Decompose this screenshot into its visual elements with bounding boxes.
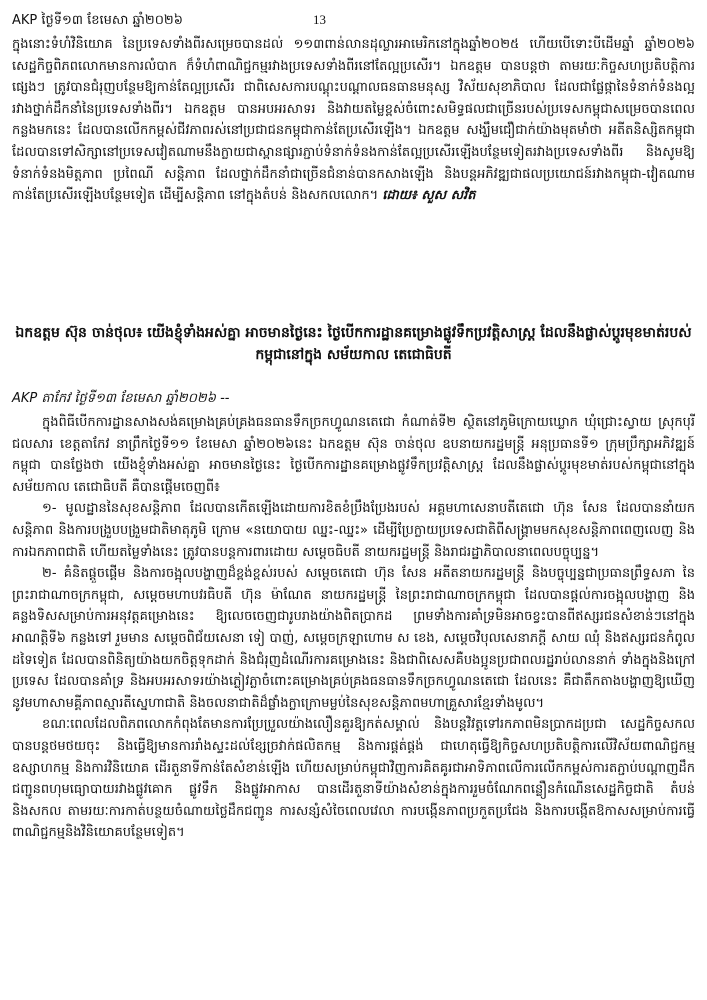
author-byline: ដោយ៖ សួស សវិត (382, 188, 476, 204)
article-dateline: AKP តាកែវ ថ្ងៃទី១៣ ខែមេសា ឆ្នាំ២០២៦ -- (12, 391, 230, 406)
article-body (12, 412, 695, 992)
page-number: 13 (313, 12, 326, 27)
body-paragraph: ២- គំនិតផ្តួចផ្តើម និងការចង្អុលបង្ហាញដ៏ខ្ពង់ខ្ពស់របស់ សម្តេចតេជោ ហ៊ុន សែន អតីតនាយករដ្ឋមន្ត្រី និងបច្ចុប្បន្នជាប្រធានព្រឹទ្ធសភា នៃព្រះរាជាណាចក្រកម្ពុជា, សម្តេចមហាបវរធិបតី ហ៊ុន ម៉ាណែត នាយករដ្ឋមន្ត្រី នៃព្រះរាជាណាចក្រកម្ពុជា ដែលបានផ្តល់ការចង្អុលបង្ហាញ និងគន្លងទិសសម្រាប់ការអនុវត្តគម្រោងនេះ ឱ្យលេចចេញជារូបរាងយ៉ាងពិតប្រាកដ ព្រមទាំងការគាំទ្រមិនអាចខ្វះបានពីឥស្សរជនសំខាន់ៗនៅក្នុងអាណត្តិទី៦ កន្លងទៅ រួមមាន សម្តេចពិជ័យសេនា ទៀ បាញ់, សម្តេចក្រឡាហោម ស ខេង, សម្តេចវិបុលសេនាភក្តី សាយ ឈុំ និងឥស្សរជនកំពូលដទៃទៀត ដែលបានពិនិត្យយ៉ាងយកចិត្តទុកដាក់ និងជំរុញដំណើរការគម្រោងនេះ និងជាពិសេសគឺបងប្អូនប្រជាពលរដ្ឋរាប់លាននាក់ ទាំងក្នុងនិងក្រៅប្រទេស ដែលបានគាំទ្រ និងអបអរសាទរយ៉ាងភ្លៀវភ្លាចំពោះគម្រោងគ្រប់គ្រងធនធានទឹកច្រកហ្វូណនតេជោ ដែលនេះ គឺជាតឹកតាងបង្ហាញឱ្យឃើញនូវមហាសាមគ្គីភាពស្មារតីស្នេហាជាតិ និងចលនាជាតិដ៏ផ្លាំងក្លាក្រោមម្លប់នៃសុខសន្តិភាពមហាគ្រួសារខ្មែរទាំងមូល។ (12, 566, 695, 711)
page-header (12, 12, 695, 32)
intro-paragraph (12, 34, 695, 354)
body-paragraph: ខណៈពេលដែលពិភពលោកកំពុងតែមានការប្រែប្រួលយ៉ាងលឿនគួរឱ្យកត់សម្គាល់ និងបន្តវិវត្តទៅរកភាពមិនប្រាកដប្រជា សេដ្ឋកិច្ចសកលបានបន្តថមថយចុះ និងធ្វើឱ្យមានការរាំងស្ទះដល់ខ្សែច្រវាក់ផលិតកម្ម និងការផ្គត់ផ្គង់ ជាហេតុធ្វើឱ្យកិច្ចសហប្រតិបត្តិការលើវិស័យពាណិជ្ជកម្ម ឧស្សាហកម្ម និងការវិនិយោគ ដើរតួនាទីកាន់តែសំខាន់ឡើង ហើយសម្រាប់កម្ពុជាវិញការគិតគូរជាអាទិភាពលើការលើកកម្ពស់ការតភ្ជាប់បណ្តាញដឹកជញ្ជូនពហុមធ្យោបាយរវាងផ្លូវគោក ផ្លូវទឹក និងផ្លូវអាកាស បានដើរតួនាទីយ៉ាងសំខាន់ក្នុងការរួមចំណែកពន្លឿនកំណើនសេដ្ឋកិច្ចជាតិ តំបន់ និងសកល តាមរយៈការកាត់បន្ថយចំណាយថ្លៃដឹកជញ្ជូន ការសន្សំសំចៃពេលវេលា ការបង្កើនភាពប្រកួតប្រជែង និងការបង្កើតឱកាសសម្រាប់ការធ្វើពាណិជ្ជកម្មនិងវិនិយោគបន្ថែមទៀត។ (12, 717, 695, 841)
intro-text: ក្នុងនោះទំហំវិនិយោគ នៃប្រទេសទាំងពីរសម្រេចបានដល់ ១១៣ពាន់លានដុល្លារអាមេរិកនៅក្នុងឆ្នាំ២០២៥ ហើយបើទោះបីដើមឆ្នាំ ឆ្នាំ២០២៦ សេដ្ឋកិច្ចពិភពលោកមានការលំបាក ក៏ទំហំពាណិជ្ជកម្មរវាងប្រទេសទាំងពីរនៅតែល្អប្រសើរ។ ឯកឧត្តម បានបន្តថា តាមរយៈកិច្ចសហប្រតិបត្តិការផ្សេងៗ ត្រូវបានជំរុញបន្ថែមឱ្យកាន់តែល្អប្រសើរ ជាពិសេសការបណ្តុះបណ្តាលធនធានមនុស្ស វិស័យសុខាភិបាល ដែលជាផ្លែផ្កានៃទំនាក់ទំនងល្អរវាងថ្នាក់ដឹកនាំនៃប្រទេសទាំងពីរ។ ឯកឧត្តម បានអបអរសាទរ និងវាយតម្លៃខ្ពស់ចំពោះសមិទ្ធផលជាច្រើនរបស់ប្រទេសកម្ពុជាសម្រេចបានពេលកន្លងមកនេះ ដែលបានលើកកម្ពស់ជីវភាពរស់នៅប្រជាជនកម្ពុជាកាន់តែប្រសើរឡើង។ ឯកឧត្តម សង្ឃឹមជឿជាក់យ៉ាងមុតមាំថា អតីតនិស្សិតកម្ពុជាដែលបានទៅសិក្សានៅប្រទេសវៀតណាមនឹងក្លាយជាស្ពានផ្សារភ្ជាប់ទំនាក់ទំនងកាន់តែល្អប្រសើរឡើងបន្ថែមទៀតរវាងប្រទេសទាំងពីរ និងសូមឱ្យទំនាក់ទំនងមិត្តភាព ប្រពៃណី សន្តិភាព ដែលថ្នាក់ដឹកនាំជាច្រើនជំនាន់បានកសាងឡើង និងបន្តអភិវឌ្ឍជាផលប្រយោជន៍រវាងកម្ពុជា-វៀតណាម កាន់តែប្រសើរឡើងបន្ថែមទៀត ដើម្បីសន្តិភាព នៅក្នុងតំបន់ និងសកលលោក។ (12, 37, 695, 204)
body-paragraph: ១- មូលដ្ឋាននៃសុខសន្តិភាព ដែលបានកើតឡើងដោយការខិតខំប្រឹងប្រែងរបស់ អគ្គមហាសេនាបតីតេជោ ហ៊ុន សែន ដែលបាននាំយកសន្តិភាព និងការបង្រួបបង្រួមជាតិមាតុភូមិ ក្រោម «នយោបាយ ឈ្នះ-ឈ្នះ» ដើម្បីប្រែក្លាយប្រទេសជាតិពីសង្គ្រាមមកសុខសន្តិភាពពេញលេញ និងការឯកភាពជាតិ ហើយតម្លៃទាំងនេះ ត្រូវបានបន្តការពារដោយ សម្តេចធិបតី នាយករដ្ឋមន្ត្រី និងរាជរដ្ឋាភិបាលនាពេលបច្ចុប្បន្ន។ (12, 501, 695, 560)
header-source-date: AKP ថ្ងៃទី១៣ ខែមេសា ឆ្នាំ២០២៦ (12, 13, 183, 28)
article-headline: ឯកឧត្តម ស៊ុន ចាន់ថុល៖ យើងខ្ញុំទាំងអស់គ្នា អាចមានថ្ងៃនេះ ថ្ងៃបើកការដ្ឋានគម្រោងផ្លូវទឹកប្រវត្តិសាស្ត្រ ដែលនឹងផ្លាស់ប្តូរមុខមាត់របស់កម្ពុជានៅក្នុង សម័យកាល តេជោធិបតី (15, 325, 692, 363)
body-paragraph: ក្នុងពិធីបើកការដ្ឋានសាងសង់គម្រោងគ្រប់គ្រងធនធានទឹកច្រកហ្វូណនតេជោ កំណាត់ទី២ ស្ថិតនៅភូមិក្រោយឃ្លោក ឃុំជ្រោះស្វាយ ស្រុកបុរីជលសារ ខេត្តតាកែវ នាព្រឹកថ្ងៃទី១១ ខែមេសា ឆ្នាំ២០២៦នេះ ឯកឧត្តម ស៊ុន ចាន់ថុល ឧបនាយករដ្ឋមន្ត្រី អនុប្រធានទី១ ក្រុមប្រឹក្សាអភិវឌ្ឍន៍កម្ពុជា បានថ្លែងថា យើងខ្ញុំទាំងអស់គ្នា អាចមានថ្ងៃនេះ ថ្ងៃបើកការដ្ឋានគម្រោងផ្លូវទឹកប្រវត្តិសាស្ត្រ ដែលនឹងផ្លាស់ប្តូរមុខមាត់របស់កម្ពុជានៅក្នុង សម័យកាល តេជោធិបតី គឺបានផ្តើមចេញពី៖ (12, 415, 695, 495)
